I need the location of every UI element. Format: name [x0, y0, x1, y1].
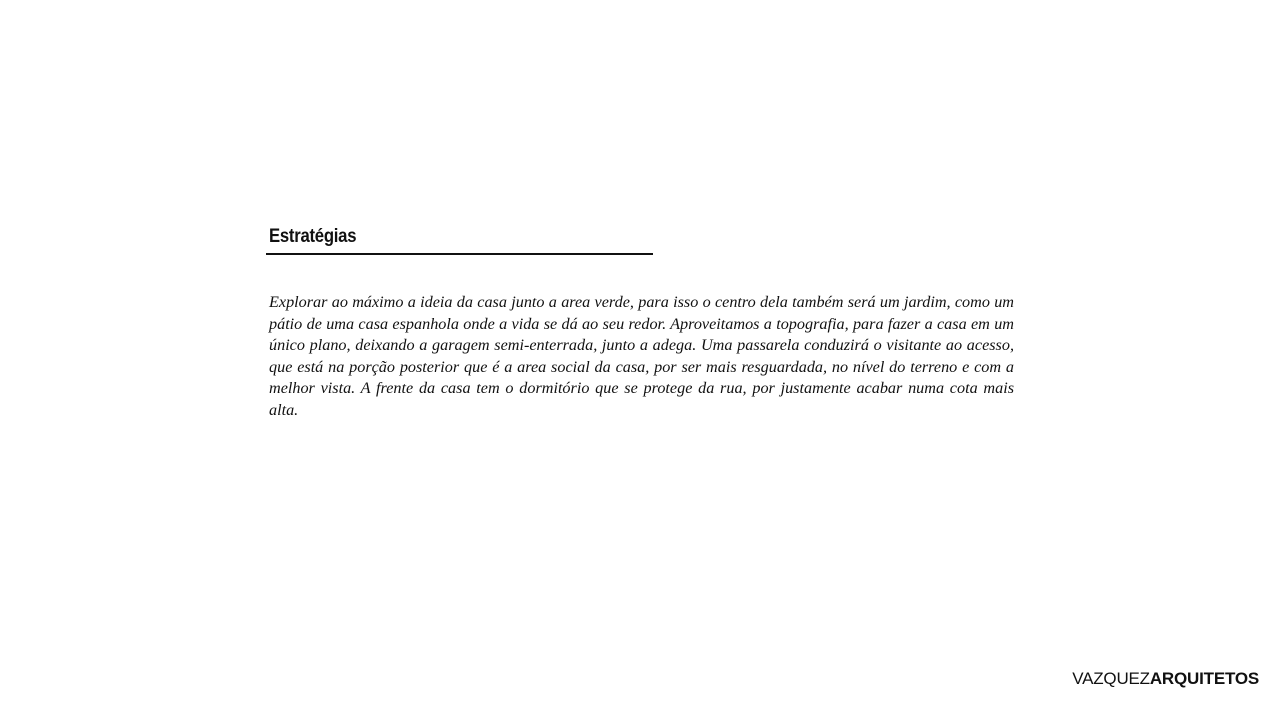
- heading-underline-divider: [266, 253, 653, 255]
- section-body-text: Explorar ao máximo a ideia da casa junto a area verde, para isso o centro dela também será um jardim, como um pátio de uma casa espanhola onde a vida se dá ao seu redor. Aproveitamos a topografia, para fazer a casa em um único plano, deixando a garagem semi-enterrada, junto a adega. Uma passarela conduzirá o visitante ao acesso, que está na porção posterior que é a area social da casa, por ser mais resguardada, no nível do terreno e com a melhor vista. A frente da casa tem o dormitório que se protege da rua, por justamente acabar numa cota mais alta.: [269, 293, 1014, 419]
- section-heading: Estratégias: [269, 226, 357, 247]
- logo-regular-text: VAZQUEZ: [1072, 669, 1150, 688]
- logo-bold-text: ARQUITETOS: [1149, 669, 1259, 688]
- footer-logo: [1072, 669, 1259, 689]
